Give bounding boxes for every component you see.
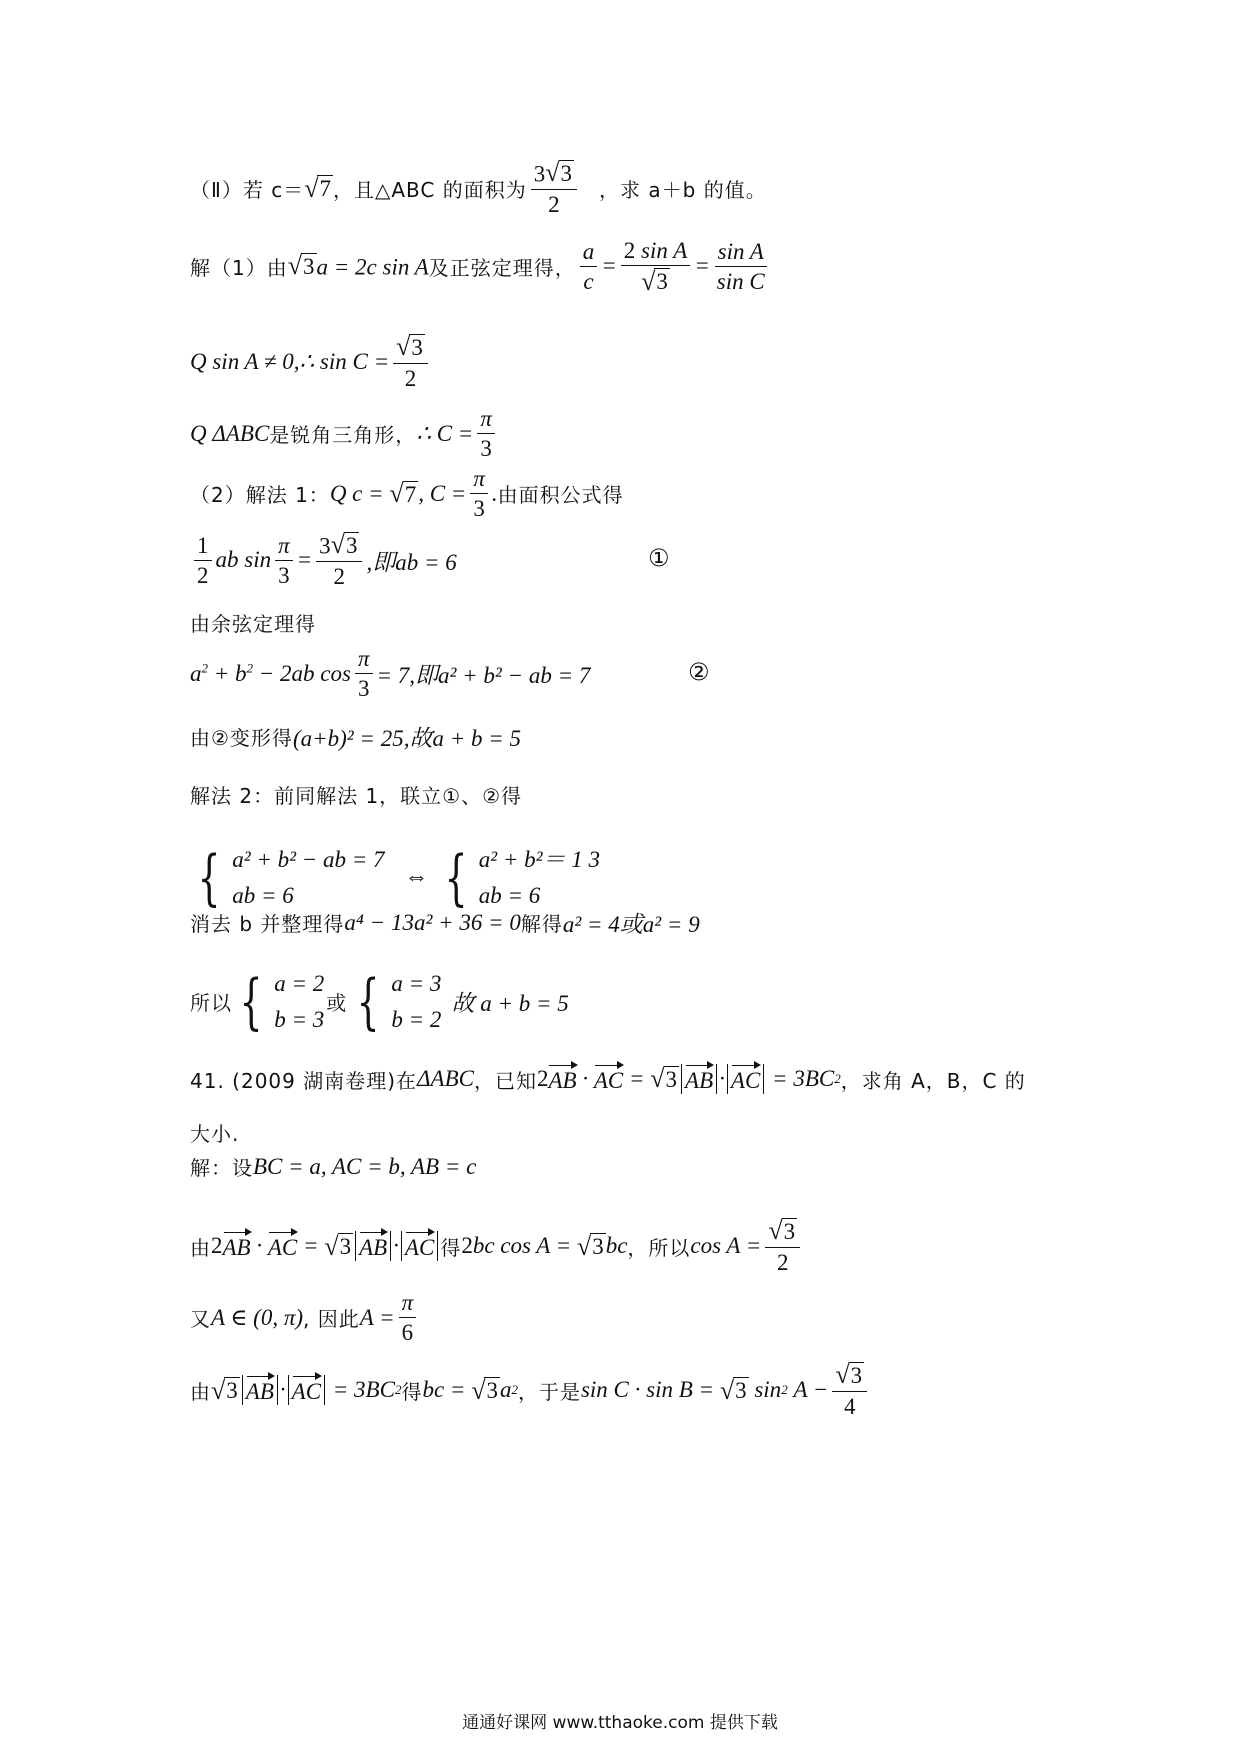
- q41-mid: ，已知: [473, 1068, 537, 1093]
- angle-a-line: [190, 1290, 420, 1346]
- let-label: 解：设: [190, 1156, 253, 1180]
- quartic-eq: a⁴ − 13a² + 36 = 0: [344, 909, 521, 935]
- pi-over-3-b: $\frac{\pi}{3}$: [275, 533, 293, 589]
- solution-1-line: [190, 238, 772, 295]
- cos-a-eq: cos A = √ 3 2: [690, 1218, 804, 1275]
- sqrt3-over-2: √ 3 2: [393, 334, 428, 391]
- cases-line: [190, 966, 569, 1037]
- case2-row1: a = 3: [391, 971, 442, 996]
- from-vec-mid: 得: [440, 1235, 462, 1260]
- eliminate-prefix: 消去 b 并整理得: [190, 912, 345, 936]
- sys-left-row2: ab = 6: [232, 882, 294, 908]
- method1-given: Q c = √ 7 , C = $\frac{\pi}{3}$ .: [329, 466, 498, 522]
- transform-line: [190, 720, 521, 753]
- equation-system-line: [190, 842, 600, 913]
- acute-mid: 是锐角三角形，: [269, 423, 417, 448]
- from-vec-mid2: ，所以: [627, 1235, 691, 1260]
- sol1-prefix: 解（1）由: [190, 255, 288, 280]
- a-squared-solutions: a² = 4或a² = 9: [562, 912, 700, 937]
- area-formula-line: $\frac{1}{2}$ ab sin $\frac{\pi}{3}$ = 3 √ 3 2 ,即ab = 6: [190, 532, 457, 589]
- last-mid2: ，于是: [517, 1379, 581, 1404]
- angle-range: A ∈ (0, π): [211, 1304, 303, 1330]
- q41-line2: 大小.: [190, 1122, 240, 1146]
- last-mid: 得: [401, 1379, 423, 1404]
- sin-a-nonzero: [190, 334, 432, 391]
- cos-expr: $a^2 + b^2 - 2ab$ cos: [190, 660, 351, 686]
- last-prefix: 由: [190, 1379, 211, 1404]
- method-2-label: 解法 2：前同解法 1，联立①、②得: [190, 784, 523, 808]
- sol1-mid: 及正弦定理得，: [428, 255, 576, 280]
- from-vec-prefix: 由: [190, 1235, 211, 1260]
- angle-a-eq: A = $\frac{\pi}{6}$: [360, 1290, 420, 1346]
- bc-eq: bc = √ 3 a 2: [422, 1375, 518, 1405]
- sin-product-eq: sin C · sin B = √ 3 sin 2 A − √ 3 4: [581, 1362, 871, 1419]
- area-fraction: 3 √ 3 2: [531, 160, 577, 217]
- sol1-given-eq: √ 3 a = 2c sin A: [287, 251, 429, 281]
- system-left: { a² + b² − ab = 7 ab = 6: [197, 842, 385, 913]
- acute-prefix: Q ΔABC: [190, 420, 270, 446]
- let-line: [190, 1152, 476, 1181]
- q41-condition: 2 AB · AC = √ 3 AB · AC = 3BC 2: [536, 1064, 841, 1094]
- from2-expr: (a+b)² = 25,故a + b = 5: [292, 726, 521, 751]
- sys-right-row1: a² + b²＝ 1 3: [478, 847, 601, 872]
- last-condition: √ 3 AB · AC = 3BC 2: [211, 1375, 402, 1405]
- part2-suffix: ，求 a＋b 的值。: [599, 177, 767, 202]
- sothat-end: 故 a + b = 5: [451, 991, 569, 1017]
- part2-prefix: （Ⅱ）若 c＝: [190, 177, 305, 202]
- also-end: , 因此: [303, 1307, 360, 1332]
- question-41: [190, 1064, 1026, 1094]
- case-1: { a = 2 b = 3: [239, 966, 325, 1037]
- acute-end: ∴ C =: [416, 420, 474, 446]
- also-prefix: 又: [190, 1307, 211, 1332]
- q41-prefix: 41. (2009 湖南卷理)在: [190, 1068, 418, 1093]
- method1-suffix: 由面积公式得: [497, 483, 624, 508]
- pi-over-3-c: $\frac{\pi}{3}$: [355, 646, 373, 702]
- q41-triangle: ΔABC: [417, 1066, 474, 1091]
- system-right: { a² + b²＝ 1 3 ab = 6: [444, 842, 601, 913]
- case2-row2: b = 2: [391, 1006, 442, 1032]
- sys-right-row2: ab = 6: [478, 882, 541, 908]
- vector-derivation: [190, 1218, 804, 1275]
- method-1-line: [190, 466, 624, 522]
- case1-row1: a = 2: [274, 971, 325, 996]
- method1-prefix: （2）解法 1：: [190, 483, 330, 508]
- cosine-law-line: [190, 646, 590, 702]
- case-2: { a = 3 b = 2: [356, 966, 442, 1037]
- half-fraction: $\frac{1}{2}$: [194, 533, 212, 589]
- sothat-label: 所以: [190, 991, 232, 1016]
- ab-sin: ab sin: [215, 547, 272, 573]
- q41-suffix: ，求角 A，B，C 的: [840, 1068, 1026, 1093]
- part2-question: [190, 160, 767, 217]
- eliminate-mid: 解得: [520, 912, 563, 936]
- bc-cos-eq: 2 bc cos A = √ 3 bc: [461, 1231, 628, 1261]
- sine-law-ratio: $\frac{a}{c}$ = 2 sin A √ 3 = $\frac{\text{sin A}}{\text{sin C}}$: [576, 238, 772, 295]
- eq2-suffix: = 7,即a² + b² − ab = 7: [376, 663, 591, 689]
- let-expr: BC = a, AC = b, AB = c: [253, 1153, 477, 1179]
- sys-left-row1: a² + b² − ab = 7: [232, 847, 385, 872]
- sina-text: Q sin A ≠ 0,∴ sin C =: [190, 349, 390, 375]
- from2-label: 由②变形得: [190, 726, 293, 750]
- or-label: 或: [326, 991, 348, 1016]
- page-footer: 通通好课网 www.tthaoke.com 提供下载: [462, 1713, 778, 1733]
- last-derivation: [190, 1362, 871, 1419]
- pi-over-3: $\frac{\pi}{3}$: [477, 406, 495, 462]
- circle-2: ②: [688, 658, 710, 686]
- sqrt-7: √ 7: [304, 173, 331, 203]
- acute-triangle: [190, 406, 499, 462]
- circle-1: ①: [648, 544, 670, 572]
- equivalence-symbol: ⇔: [404, 864, 429, 891]
- vec-condition: 2 AB · AC = √ 3 AB · AC: [211, 1231, 440, 1261]
- 3sqrt3-over-2: 3 √ 3 2: [316, 532, 362, 589]
- part2-mid: ，且△ABC 的面积为: [332, 177, 527, 202]
- case1-row2: b = 3: [274, 1006, 325, 1032]
- cosine-law-label: 由余弦定理得: [190, 612, 316, 636]
- eliminate-line: [190, 906, 700, 939]
- eq1-suffix: ,即ab = 6: [366, 549, 457, 575]
